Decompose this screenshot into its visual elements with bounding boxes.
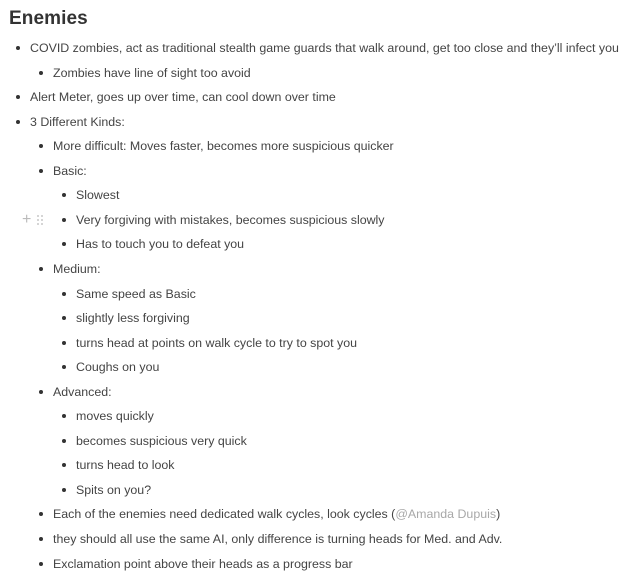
list-item-text-suffix: ): [496, 507, 501, 522]
list-item-text: Coughs on you: [76, 360, 160, 375]
list-item[interactable]: [53, 380, 112, 404]
bullet-icon: [39, 144, 43, 148]
list-item-text: Exclamation point above their heads as a progress bar: [53, 556, 353, 571]
bullet-icon: [39, 562, 43, 566]
bullet-icon: [16, 120, 20, 124]
bullet-icon: [62, 316, 66, 320]
list-item[interactable]: [76, 232, 244, 256]
list-item-text: they should all use the same AI, only difference is turning heads for Med. and Adv.: [53, 532, 503, 546]
list-item-text: Same speed as Basic: [76, 286, 196, 301]
list-item-text: Basic:: [53, 163, 87, 178]
list-item-text: Spits on you?: [76, 482, 152, 497]
list-item[interactable]: [30, 36, 619, 60]
bullet-icon: [39, 267, 43, 271]
list-item[interactable]: [53, 527, 502, 551]
bullet-icon: [62, 439, 66, 443]
bullet-icon: [16, 95, 20, 99]
bullet-icon: [62, 341, 66, 345]
bullet-icon: [16, 46, 20, 50]
bullet-icon: [62, 193, 66, 197]
list-item-text: COVID zombies, act as traditional stealth game guards that walk around, get too close and they’ll infect you: [30, 41, 619, 55]
plus-icon[interactable]: +: [22, 211, 32, 228]
list-item[interactable]: [76, 306, 190, 330]
list-item-text: Has to touch you to defeat you: [76, 237, 245, 252]
bullet-icon: [39, 512, 43, 516]
bullet-icon: [39, 71, 43, 75]
list-item[interactable]: [76, 208, 385, 232]
list-item-text: Medium:: [53, 261, 101, 276]
list-item[interactable]: [76, 404, 154, 428]
list-item[interactable]: [53, 61, 251, 85]
list-item[interactable]: [76, 183, 119, 207]
bullet-icon: [62, 292, 66, 296]
bullet-icon: [62, 414, 66, 418]
bullet-icon: [62, 488, 66, 492]
list-item-text: Slowest: [76, 188, 120, 203]
list-item[interactable]: [76, 453, 175, 477]
list-item[interactable]: [76, 429, 247, 453]
list-item-text: Very forgiving with mistakes, becomes suspicious slowly: [76, 212, 385, 227]
bullet-icon: [62, 365, 66, 369]
list-item[interactable]: [76, 331, 357, 355]
bullet-icon: [39, 537, 43, 541]
list-item-text: More difficult: Moves faster, becomes more suspicious quicker: [53, 139, 394, 154]
list-item[interactable]: [76, 478, 151, 502]
user-mention[interactable]: @Amanda Dupuis: [395, 507, 497, 522]
block-handle[interactable]: [22, 210, 43, 230]
list-item[interactable]: [53, 257, 101, 281]
list-item[interactable]: [30, 85, 336, 109]
list-item-text: Each of the enemies need dedicated walk cycles, look cycles (: [53, 507, 396, 522]
list-item-text: Advanced:: [53, 384, 112, 399]
bullet-icon: [62, 218, 66, 222]
list-item[interactable]: [53, 159, 87, 183]
list-item[interactable]: [76, 355, 159, 379]
page-title: Enemies: [9, 8, 88, 29]
list-item-text: turns head to look: [76, 458, 175, 473]
list-item[interactable]: [53, 134, 394, 158]
list-item-text: 3 Different Kinds:: [30, 114, 125, 129]
list-item-text: Alert Meter, goes up over time, can cool down over time: [30, 90, 336, 105]
list-item[interactable]: [76, 282, 196, 306]
list-item-text: moves quickly: [76, 409, 154, 424]
list-item[interactable]: [30, 110, 125, 134]
list-item[interactable]: [53, 552, 353, 576]
list-item-text: slightly less forgiving: [76, 311, 190, 326]
list-item-text: becomes suspicious very quick: [76, 433, 247, 448]
bullet-icon: [39, 390, 43, 394]
list-item-text: turns head at points on walk cycle to try to spot you: [76, 335, 358, 350]
bullet-icon: [62, 242, 66, 246]
list-item[interactable]: [53, 502, 500, 526]
bullet-icon: [39, 169, 43, 173]
drag-handle-icon[interactable]: [37, 215, 43, 225]
list-item-text: Zombies have line of sight too avoid: [53, 65, 251, 80]
bullet-icon: [62, 463, 66, 467]
